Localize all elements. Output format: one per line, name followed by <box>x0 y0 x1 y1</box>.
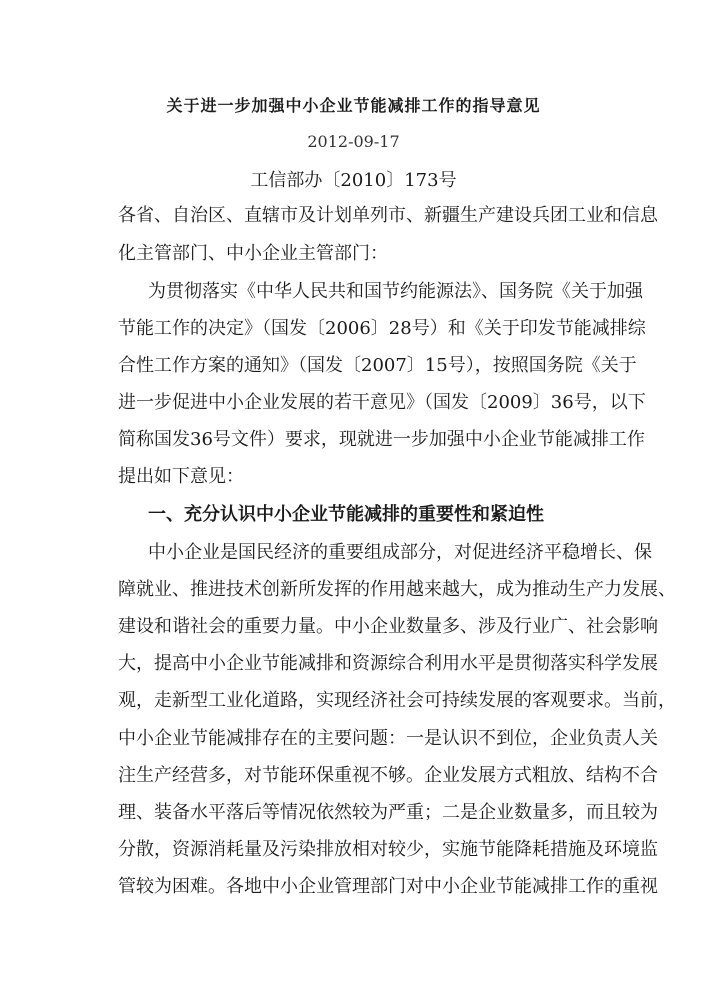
intro-line: 提出如下意见： <box>118 466 244 487</box>
section-line: 中小企业节能减排存在的主要问题：一是认识不到位，企业负责人关 <box>118 728 658 749</box>
section-line: 管较为困难。各地中小企业管理部门对中小企业节能减排工作的重视 <box>118 876 658 897</box>
section-line: 注生产经营多，对节能环保重视不够。企业发展方式粗放、结构不合 <box>118 765 658 786</box>
section-line: 中小企业是国民经济的重要组成部分，对促进经济平稳增长、保 <box>148 542 652 563</box>
intro-line: 简称国发36号文件）要求，现就进一步加强中小企业节能减排工作 <box>118 429 645 450</box>
section-line: 障就业、推进技术创新所发挥的作用越来越大，成为推动生产力发展、 <box>118 579 676 600</box>
intro-line: 为贯彻落实《中华人民共和国节约能源法》、国务院《关于加强 <box>148 281 643 302</box>
addressee-line: 各省、自治区、直辖市及计划单列市、新疆生产建设兵团工业和信息 <box>118 205 658 226</box>
section-line: 理、装备水平落后等情况依然较为严重；二是企业数量多，而且较为 <box>118 802 658 823</box>
document-date: 2012-09-17 <box>307 132 400 151</box>
section-line: 大，提高中小企业节能减排和资源综合利用水平是贯彻落实科学发展 <box>118 653 658 674</box>
intro-line: 进一步促进中小企业发展的若干意见》（国发〔2009〕36号，以下 <box>118 392 646 413</box>
document-number: 工信部办〔2010〕173号 <box>250 170 457 191</box>
section-line: 分散，资源消耗量及污染排放相对较少，实施节能降耗措施及环境监 <box>118 839 658 860</box>
section-heading: 一、充分认识中小企业节能减排的重要性和紧迫性 <box>148 504 544 525</box>
section-line: 建设和谐社会的重要力量。中小企业数量多、涉及行业广、社会影响 <box>118 616 658 637</box>
addressee-line: 化主管部门、中小企业主管部门： <box>118 243 388 264</box>
section-line: 观，走新型工业化道路，实现经济社会可持续发展的客观要求。当前， <box>118 690 676 711</box>
intro-line: 节能工作的决定》（国发〔2006〕28号）和《关于印发节能减排综 <box>118 318 646 339</box>
intro-line: 合性工作方案的通知》（国发〔2007〕15号），按照国务院《关于 <box>118 355 637 376</box>
document-title: 关于进一步加强中小企业节能减排工作的指导意见 <box>166 96 541 115</box>
